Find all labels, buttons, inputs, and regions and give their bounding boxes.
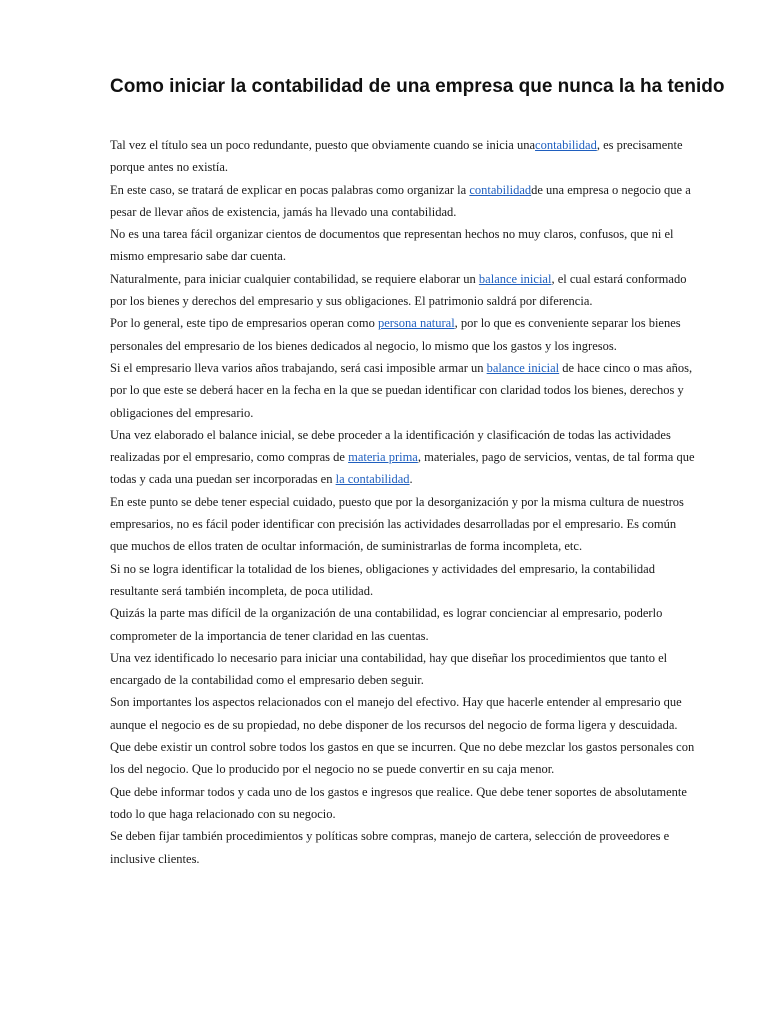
paragraph-text: , por lo que es conveniente separar los bienes personales del empresario de los bienes dedicados al negocio, lo mismo que los gastos y los ingresos.: [110, 316, 681, 353]
paragraph: [110, 357, 696, 424]
paragraph: [110, 312, 696, 357]
paragraph: [110, 268, 696, 313]
inline-link[interactable]: la contabilidad: [335, 472, 410, 487]
inline-link[interactable]: contabilidad: [535, 138, 597, 152]
inline-link[interactable]: balance inicial: [486, 360, 560, 375]
inline-link[interactable]: persona natural: [377, 316, 455, 331]
paragraph: [110, 424, 696, 491]
paragraph: [110, 647, 696, 692]
paragraph-text: Una vez elaborado el balance inicial, se debe proceder a la identificación y clasificación de todas las actividades realizadas por el empresario, como compras de: [110, 427, 671, 465]
paragraph-text: de hace cinco o mas años, por lo que este se deberá hacer en la fecha en la que se puedan identificar con claridad todos los bienes, derechos y obligaciones del empresario.: [110, 360, 693, 420]
paragraph-text: No es una tarea fácil organizar cientos de documentos que representan hechos no muy claros, confusos, que ni el mismo empresario sabe dar cuenta.: [110, 227, 674, 264]
paragraph-text: Que debe informar todos y cada uno de los gastos e ingresos que realice. Que debe tener soportes de absolutamente todo lo que haga relacionado con su negocio.: [110, 784, 687, 821]
paragraph: [110, 558, 696, 603]
inline-link[interactable]: materia prima: [348, 450, 418, 465]
inline-link[interactable]: contabilidad: [469, 182, 532, 197]
paragraph: [110, 781, 696, 826]
paragraph: [110, 179, 696, 224]
paragraph: [110, 223, 696, 268]
paragraph-text: .: [409, 472, 413, 487]
paragraph-text: , el cual estará conformado por los bienes y derechos del empresario y sus obligaciones. El patrimonio saldrá por diferencia.: [110, 271, 687, 309]
paragraph-text: En este punto se debe tener especial cuidado, puesto que por la desorganización y por la misma cultura de nuestros empresarios, no es fácil poder identificar con precisión las actividades desarrolladas por el empresario. Es común que muchos de ellos traten de ocultar información, de suministrarlas de forma incompleta, etc.: [110, 494, 684, 554]
paragraph: [110, 134, 696, 179]
paragraph-text: En este caso, se tratará de explicar en pocas palabras como organizar la: [110, 182, 470, 197]
paragraph: [110, 825, 696, 870]
paragraph-text: Por lo general, este tipo de empresarios operan como: [110, 316, 378, 331]
inline-link[interactable]: balance inicial: [478, 271, 552, 286]
paragraph-text: Quizás la parte mas difícil de la organización de una contabilidad, es lograr concienciar al empresario, poderlo comprometer de la importancia de tener claridad en las cuentas.: [110, 606, 663, 643]
page-title: Como iniciar la contabilidad de una empresa que nunca la ha tenido: [110, 76, 725, 97]
paragraph-text: , materiales, pago de servicios, ventas, de tal forma que todas y cada una puedan ser incorporadas en: [110, 450, 695, 487]
paragraph: [110, 736, 696, 781]
paragraph-text: Se deben fijar también procedimientos y políticas sobre compras, manejo de cartera, selección de proveedores e inclusive clientes.: [110, 829, 670, 866]
paragraph-text: de una empresa o negocio que a pesar de llevar años de existencia, jamás ha llevado una contabilidad.: [110, 182, 691, 219]
paragraph-text: Naturalmente, para iniciar cualquier contabilidad, se requiere elaborar un: [110, 271, 479, 286]
paragraph-text: Tal vez el título sea un poco redundante, puesto que obviamente cuando se inicia una: [110, 138, 536, 152]
paragraph-text: Que debe existir un control sobre todos los gastos en que se incurren. Que no debe mezclar los gastos personales con los del negocio. Que lo producido por el negocio no se puede convertir en su caja menor.: [110, 740, 695, 777]
paragraph: [110, 602, 696, 647]
paragraph-text: Una vez identificado lo necesario para iniciar una contabilidad, hay que diseñar los procedimientos que tanto el encargado de la contabilidad como el empresario deben seguir.: [110, 650, 668, 688]
paragraph: [110, 491, 696, 558]
paragraph-text: , es precisamente porque antes no existía.: [110, 138, 683, 175]
paragraph-text: Son importantes los aspectos relacionados con el manejo del efectivo. Hay que hacerle entender al empresario que aunque el negocio es de su propiedad, no debe disponer de los recursos del negocio de forma ligera y descuidada.: [110, 695, 682, 732]
paragraph: [110, 691, 696, 736]
article-body: [110, 134, 696, 870]
paragraph-text: Si el empresario lleva varios años trabajando, será casi imposible armar un: [110, 360, 487, 375]
paragraph-text: Si no se logra identificar la totalidad de los bienes, obligaciones y actividades del empresario, la contabilidad resultante será también incompleta, de poca utilidad.: [110, 561, 655, 598]
